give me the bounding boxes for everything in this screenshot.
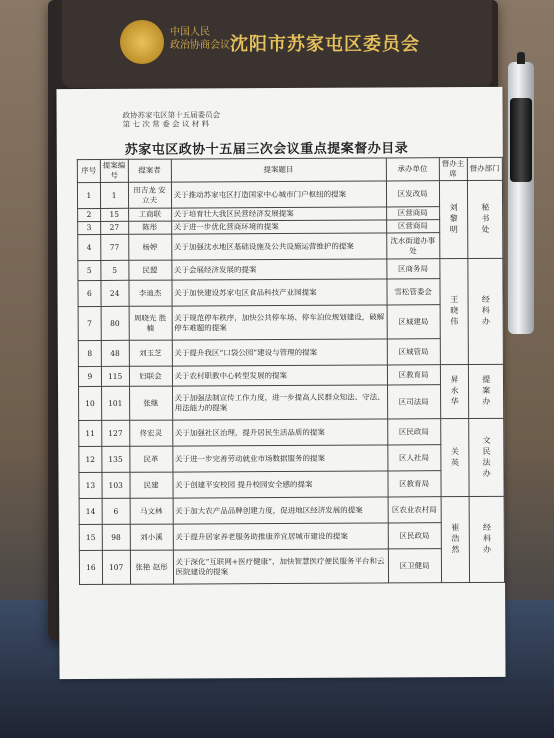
- proposal-code: 5: [101, 260, 129, 280]
- handling-unit: 区城建局: [387, 305, 440, 339]
- header-line-1: 政协苏家屯区第十五届委员会: [122, 110, 221, 120]
- proposal-code: 107: [102, 550, 130, 584]
- table-row: [78, 304, 503, 340]
- proposal-topic: 关于推动苏家屯区打造国家中心城市门户枢纽的提案: [171, 181, 386, 208]
- document-paper: [56, 87, 505, 679]
- supervising-department: [468, 364, 504, 418]
- table-row: [78, 232, 503, 260]
- proposal-author: 周晓光 胜楠: [129, 306, 172, 340]
- proposal-code: 48: [101, 340, 129, 366]
- proposal-code: 103: [102, 472, 130, 498]
- row-number: 8: [78, 340, 101, 366]
- col-header: 提案编号: [100, 159, 128, 182]
- table-row: [79, 522, 504, 550]
- table-row: [79, 548, 504, 584]
- supervising-chair-name: 关英: [450, 446, 460, 469]
- handling-unit: 区发改局: [386, 181, 439, 207]
- row-number: 6: [78, 280, 101, 306]
- supervising-department: [467, 180, 503, 258]
- proposal-topic: 关于加强社区治理，提升居民生活品质的提案: [172, 419, 387, 446]
- supervising-chair: [441, 497, 469, 583]
- proposal-code: 127: [101, 420, 129, 446]
- supervising-chair-name: 刘黎明: [449, 203, 459, 237]
- proposal-code: 115: [101, 366, 129, 386]
- row-number: 2: [78, 208, 101, 221]
- proposal-topic: 关于加快建设苏家屯区食品科技产业园提案: [172, 279, 387, 306]
- header-line-2: 第 七 次 常 委 会 议 材 料: [122, 119, 210, 129]
- proposal-author: 佟宏灵: [129, 420, 172, 446]
- proposal-topic: 关于加大农产品品牌创建力度，促进地区经济发展的提案: [173, 497, 388, 524]
- supervising-chair-name: 崔浩然: [450, 523, 461, 557]
- table-header-row: [77, 157, 502, 182]
- row-number: 7: [78, 306, 101, 340]
- row-number: 4: [78, 234, 101, 260]
- proposal-code: 101: [101, 386, 129, 420]
- document-title: 苏家屯区政协十五届三次会议重点提案督办目录: [124, 141, 409, 158]
- supervising-department: [468, 418, 504, 496]
- handling-unit: 区城管局: [387, 339, 440, 365]
- pen: [508, 62, 534, 334]
- table-row: [78, 364, 503, 386]
- row-number: 3: [78, 221, 101, 234]
- proposal-code: 6: [102, 498, 130, 524]
- supervising-chair: [440, 259, 468, 365]
- table-row: [79, 418, 504, 446]
- proposal-author: 民盟: [128, 260, 171, 280]
- col-header: 提案题目: [171, 158, 386, 182]
- proposal-code: 15: [100, 208, 128, 221]
- row-number: 15: [79, 524, 102, 550]
- cppcc-line-1: 中国人民: [170, 27, 210, 38]
- proposal-author: 民革: [129, 446, 172, 472]
- table-row: [79, 496, 504, 524]
- proposal-author: 工商联: [128, 208, 171, 221]
- proposal-topic: 关于农村职教中心转型发展的提案: [172, 365, 387, 386]
- proposal-topic: 关于提升居家养老服务助推康养宜居城市建设的提案: [173, 523, 388, 550]
- table-row: [78, 278, 503, 306]
- handling-unit: 区司法局: [387, 385, 440, 419]
- proposal-topic: 关于加强沈水地区基础设施及公共设施运营维护的提案: [171, 233, 386, 260]
- proposal-code: 1: [100, 182, 128, 208]
- supervising-department-name: 文民法办: [482, 435, 492, 480]
- row-number: 1: [77, 182, 100, 208]
- cppcc-label: [170, 26, 230, 52]
- supervising-chair: [440, 419, 468, 497]
- supervising-chair-name: 王晓伟: [449, 295, 459, 329]
- handling-unit: 区人社局: [387, 445, 440, 471]
- row-number: 11: [79, 420, 102, 446]
- proposal-author: 民建: [130, 472, 173, 498]
- row-number: 9: [78, 366, 101, 386]
- proposal-author: 刘小溪: [130, 524, 173, 550]
- table-row: [79, 444, 504, 472]
- proposal-author: 田吉龙 安立夫: [128, 182, 171, 208]
- proposal-code: 27: [100, 221, 128, 234]
- national-emblem-icon: [120, 20, 164, 64]
- proposal-topic: 关于深化“互联网+医疗健康”，加快智慧医疗便民服务平台和云医院建设的提案: [173, 549, 388, 584]
- proposal-topic: 关于进一步优化营商环境的提案: [171, 220, 386, 234]
- row-number: 16: [79, 550, 102, 584]
- supervising-chair: [440, 365, 468, 419]
- col-header: 督办主席: [439, 158, 467, 181]
- proposal-code: 24: [101, 280, 129, 306]
- proposal-topic: 关于进一步完善劳动就业市场数据服务的提案: [172, 445, 387, 472]
- table-row: [79, 470, 504, 498]
- col-header: 承办单位: [386, 158, 439, 181]
- proposal-topic: 关于加强法制宣传工作力度，进一步提高人民群众知法、守法、用法能力的提案: [172, 385, 387, 420]
- proposal-author: 张继: [129, 386, 172, 420]
- row-number: 5: [78, 260, 101, 280]
- pen-tip: [517, 52, 525, 64]
- col-header: 序号: [77, 159, 100, 182]
- table-row: [78, 338, 503, 366]
- handling-unit: 区商务局: [386, 259, 439, 279]
- handling-unit: 雪松管委会: [387, 279, 440, 305]
- supervising-chair: [439, 181, 467, 259]
- col-header: 督办部门: [467, 157, 503, 180]
- handling-unit: 沈水街道办事处: [386, 233, 439, 259]
- table-row: [79, 384, 504, 420]
- supervising-chair-name: 昇永华: [450, 375, 460, 409]
- proposal-author: 陈彤: [128, 221, 171, 234]
- proposal-author: 刘玉芝: [129, 340, 172, 366]
- proposal-topic: 关于提升我区“口袋公园”建设与管理的提案: [172, 339, 387, 366]
- col-header: 提案者: [128, 159, 171, 182]
- supervising-department-name: 秘书处: [480, 202, 490, 236]
- handling-unit: 区农业农村局: [388, 497, 441, 523]
- row-number: 13: [79, 472, 102, 498]
- document-header: [123, 110, 221, 129]
- proposal-topic: 关于创建平安校园 提升校园安全感的提案: [173, 471, 388, 498]
- proposal-topic: 关于会展经济发展的提案: [171, 259, 386, 280]
- proposal-author: 妇联会: [129, 366, 172, 386]
- proposal-author: 杨婷: [128, 234, 171, 260]
- row-number: 12: [79, 446, 102, 472]
- supervising-department: [467, 258, 503, 364]
- handling-unit: 区营商局: [386, 207, 439, 220]
- supervising-department-name: 提案办: [481, 374, 491, 408]
- proposal-code: 77: [100, 234, 128, 260]
- handling-unit: 区民政局: [388, 523, 441, 549]
- row-number: 10: [79, 386, 102, 420]
- proposal-topic: 关于培育壮大我区民营经济发展提案: [171, 207, 386, 221]
- row-number: 14: [79, 498, 102, 524]
- proposal-code: 135: [102, 446, 130, 472]
- supervising-department-name: 经科办: [482, 522, 492, 556]
- proposal-author: 马文林: [130, 498, 173, 524]
- handling-unit: 区民政局: [387, 419, 440, 445]
- handling-unit: 区教育局: [388, 471, 441, 497]
- handling-unit: 区营商局: [386, 220, 439, 233]
- proposal-code: 98: [102, 524, 130, 550]
- supervising-department-name: 经科办: [481, 294, 491, 328]
- org-name: 沈阳市苏家屯区委员会: [230, 34, 420, 55]
- proposal-author: 张艳 赵彤: [130, 550, 173, 584]
- table-row: [77, 180, 502, 208]
- proposal-code: 80: [101, 306, 129, 340]
- handling-unit: 区教育局: [387, 365, 440, 385]
- handling-unit: 区卫健局: [388, 549, 441, 583]
- table-row: [78, 258, 503, 280]
- pen-grip: [510, 98, 532, 182]
- supervising-department: [469, 496, 505, 582]
- proposal-table: [77, 157, 505, 585]
- proposal-topic: 关于规范停车秩序，加快公共停车场、停车泊位规划建设，破解停车难题的提案: [172, 305, 387, 340]
- proposal-author: 李迪杰: [129, 280, 172, 306]
- cppcc-line-2: 政治协商会议: [170, 40, 230, 51]
